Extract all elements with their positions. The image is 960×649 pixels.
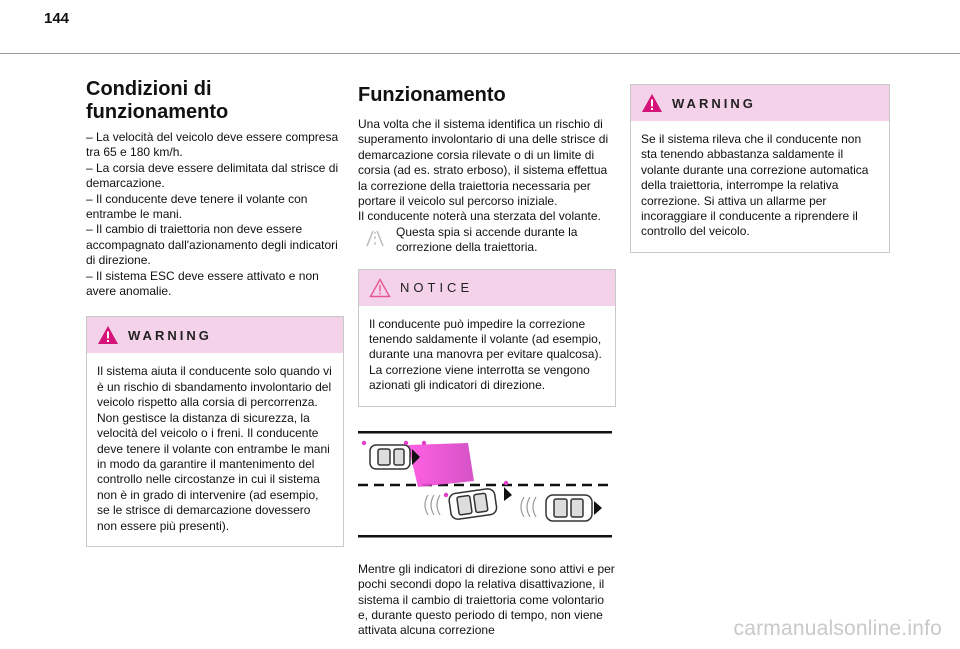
list-item: – La velocità del veicolo deve essere compresa tra 65 e 180 km/h.	[86, 130, 339, 160]
warning-header	[87, 317, 343, 353]
lamp-row	[358, 225, 616, 256]
lamp-text: Questa spia si accende durante la correzione della traiettoria.	[396, 224, 578, 255]
section-title-operation: Funzionamento	[358, 84, 506, 106]
header-rule	[0, 53, 960, 54]
warning-text: Il sistema aiuta il conducente solo quando vi è un rischio di sbandamento involontario del veicolo rispetto alla corsia di percorrenza. Non gestisce la distanza di sicurezza, la velocità del veicolo o i freni. Il conducente deve tenere il volante con entrambe le mani in modo da garantire il mantenimento del controllo nelle circostanze in cui il sistema non è in grado di intervenire (ad esempio, se le strisce di demarcazione dovessero non essere più presenti).	[97, 364, 332, 533]
lane-assist-lamp-icon	[364, 227, 386, 249]
list-item: – Il sistema ESC deve essere attivato e non avere anomalie.	[86, 268, 319, 299]
notice-triangle-icon	[369, 278, 391, 298]
list-item: – La corsia deve essere delimitata dal strisce di demarcazione.	[86, 160, 339, 191]
warning-box-2	[630, 84, 890, 253]
car-icon	[370, 445, 410, 469]
operation-intro: Una volta che il sistema identifica un rischio di superamento involontario di una delle strisce di demarcazione corsia rilevate o di un limite di corsia (ad es. strato erboso), il sistema effettua la correzione della traiettoria necessaria per portare il veicolo sul percorso iniziale.	[358, 117, 609, 209]
warning-text-2: Se il sistema rileva che il conducente non sta tenendo abbastanza saldamente il volante durante una correzione automatica della traiettoria, interrompe la relativa correzione. Si attiva un allarme per incoraggiare il conducente a riprendere il controllo del veicolo.	[641, 132, 869, 239]
operation-steer: Il conducente noterà una sterzata del volante.	[358, 209, 601, 224]
warning-box	[86, 316, 344, 546]
warning-header-2	[631, 85, 889, 121]
car-icon-merging	[425, 495, 440, 515]
conditions-list	[86, 130, 344, 299]
notice-header	[359, 270, 615, 306]
warning-triangle-icon	[641, 93, 663, 113]
list-item: – Il conducente deve tenere il volante con entrambe le mani.	[86, 191, 308, 222]
watermark: carmanualsonline.info	[733, 617, 942, 640]
column-warning	[630, 78, 890, 253]
warning-body-2	[631, 121, 889, 252]
warning-triangle-icon	[97, 325, 119, 345]
notice-text: Il conducente può impedire la correzione tenendo saldamente il volante (ad esempio, durante una manovra per evitare qualcosa). La correzione viene interrotta se vengono azionati gli indicatori di direzione.	[369, 316, 602, 393]
page-number: 144	[44, 10, 70, 27]
list-item: – Il cambio di traiettoria non deve essere accompagnato dall'azionamento degli indicatori di direzione.	[86, 222, 338, 268]
column-conditions	[86, 78, 344, 547]
lane-correction-diagram	[358, 431, 612, 539]
notice-box	[358, 269, 616, 407]
warning-label: WARNING	[128, 327, 212, 343]
column-operation	[358, 78, 616, 639]
warning-label-2: WARNING	[672, 95, 756, 111]
diagram-caption: Mentre gli indicatori di direzione sono attivi e per pochi secondi dopo la relativa disattivazione, il sistema il cambio di traiettoria come volontario e, durante questo periodo di tempo, non viene attivata alcuna correzione	[358, 561, 615, 638]
notice-label: NOTICE	[400, 280, 474, 296]
warning-body	[87, 353, 343, 545]
notice-body	[359, 306, 615, 406]
section-title-conditions: Condizioni di funzionamento	[86, 78, 229, 123]
